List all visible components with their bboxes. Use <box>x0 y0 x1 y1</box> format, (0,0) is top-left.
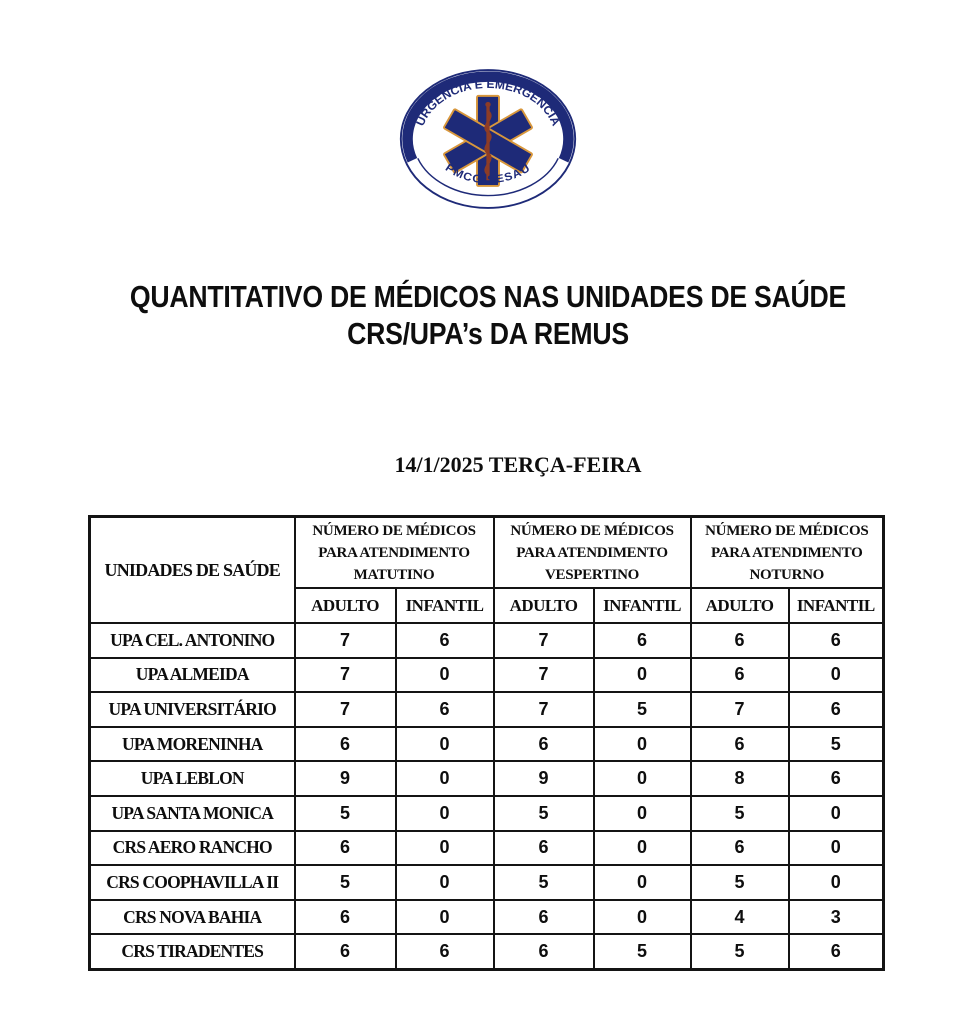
unit-cell: CRS TIRADENTES <box>90 934 295 969</box>
value-cell: 7 <box>295 623 396 658</box>
value-cell: 0 <box>594 658 691 693</box>
value-cell: 6 <box>494 900 594 935</box>
value-cell: 6 <box>396 934 494 969</box>
subheader-infantil: INFANTIL <box>789 588 884 623</box>
value-cell: 6 <box>295 727 396 762</box>
value-cell: 5 <box>494 865 594 900</box>
value-cell: 4 <box>691 900 789 935</box>
value-cell: 5 <box>789 727 884 762</box>
value-cell: 0 <box>594 900 691 935</box>
value-cell: 6 <box>295 934 396 969</box>
value-cell: 0 <box>789 796 884 831</box>
unit-cell: UPA MORENINHA <box>90 727 295 762</box>
table-group-header-row <box>90 517 884 589</box>
noturno-line3: NOTURNO <box>749 566 825 583</box>
value-cell: 9 <box>295 761 396 796</box>
value-cell: 0 <box>396 831 494 866</box>
value-cell: 0 <box>594 796 691 831</box>
table-row <box>90 865 884 900</box>
table-row <box>90 623 884 658</box>
page-title <box>68 278 907 352</box>
subheader-adulto: ADULTO <box>494 588 594 623</box>
unit-cell: UPA UNIVERSITÁRIO <box>90 692 295 727</box>
unit-cell: UPA SANTA MONICA <box>90 796 295 831</box>
page-title-line2: CRS/UPA’s DA REMUS <box>347 316 629 351</box>
column-header-vespertino <box>494 517 691 589</box>
vespertino-line2: PARA ATENDIMENTO <box>516 544 668 561</box>
vespertino-line3: VESPERTINO <box>545 566 639 583</box>
value-cell: 5 <box>594 934 691 969</box>
subheader-infantil: INFANTIL <box>594 588 691 623</box>
table-row <box>90 831 884 866</box>
value-cell: 5 <box>295 865 396 900</box>
table-row <box>90 934 884 969</box>
value-cell: 6 <box>691 727 789 762</box>
value-cell: 0 <box>396 865 494 900</box>
table-row <box>90 796 884 831</box>
column-header-matutino <box>295 517 494 589</box>
value-cell: 9 <box>494 761 594 796</box>
value-cell: 0 <box>396 727 494 762</box>
vespertino-line1: NÚMERO DE MÉDICOS <box>510 522 674 539</box>
unit-cell: UPA LEBLON <box>90 761 295 796</box>
page-title-line1: QUANTITATIVO DE MÉDICOS NAS UNIDADES DE SAÚDE <box>129 279 847 314</box>
subheader-adulto: ADULTO <box>691 588 789 623</box>
matutino-line2: PARA ATENDIMENTO <box>318 544 470 561</box>
matutino-line1: NÚMERO DE MÉDICOS <box>312 522 476 539</box>
value-cell: 0 <box>594 865 691 900</box>
value-cell: 6 <box>396 623 494 658</box>
value-cell: 0 <box>396 761 494 796</box>
value-cell: 8 <box>691 761 789 796</box>
value-cell: 5 <box>494 796 594 831</box>
value-cell: 6 <box>691 623 789 658</box>
unit-cell: UPA CEL. ANTONINO <box>90 623 295 658</box>
value-cell: 6 <box>691 658 789 693</box>
value-cell: 6 <box>789 623 884 658</box>
value-cell: 0 <box>789 831 884 866</box>
value-cell: 6 <box>789 934 884 969</box>
table-row <box>90 692 884 727</box>
table-row <box>90 761 884 796</box>
value-cell: 5 <box>691 796 789 831</box>
unit-cell: CRS COOPHAVILLA II <box>90 865 295 900</box>
value-cell: 7 <box>295 658 396 693</box>
value-cell: 7 <box>494 658 594 693</box>
unit-cell: CRS AERO RANCHO <box>90 831 295 866</box>
noturno-line1: NÚMERO DE MÉDICOS <box>705 522 869 539</box>
value-cell: 6 <box>295 831 396 866</box>
table-row <box>90 900 884 935</box>
matutino-line3: MATUTINO <box>353 566 435 583</box>
unit-cell: UPA ALMEIDA <box>90 658 295 693</box>
value-cell: 5 <box>594 692 691 727</box>
value-cell: 7 <box>494 692 594 727</box>
value-cell: 5 <box>691 865 789 900</box>
value-cell: 0 <box>396 900 494 935</box>
value-cell: 6 <box>295 900 396 935</box>
logo-arc-text-bottom: PMCG-SESAU <box>442 161 533 187</box>
value-cell: 6 <box>494 727 594 762</box>
table-row <box>90 727 884 762</box>
value-cell: 0 <box>396 796 494 831</box>
doctors-count-table <box>88 515 885 971</box>
pmcg-sesau-logo <box>397 66 579 212</box>
value-cell: 3 <box>789 900 884 935</box>
value-cell: 7 <box>295 692 396 727</box>
column-header-units: UNIDADES DE SAÚDE <box>90 517 295 624</box>
value-cell: 6 <box>494 934 594 969</box>
value-cell: 5 <box>295 796 396 831</box>
value-cell: 6 <box>594 623 691 658</box>
unit-cell: CRS NOVA BAHIA <box>90 900 295 935</box>
column-header-noturno <box>691 517 884 589</box>
value-cell: 6 <box>691 831 789 866</box>
value-cell: 7 <box>691 692 789 727</box>
value-cell: 0 <box>594 761 691 796</box>
subheader-adulto: ADULTO <box>295 588 396 623</box>
logo-arc-text-top: URGÊNCIA E EMERGÊNCIA <box>414 78 562 128</box>
value-cell: 6 <box>494 831 594 866</box>
value-cell: 0 <box>789 658 884 693</box>
value-cell: 0 <box>789 865 884 900</box>
table-row <box>90 658 884 693</box>
value-cell: 0 <box>594 831 691 866</box>
value-cell: 5 <box>691 934 789 969</box>
value-cell: 7 <box>494 623 594 658</box>
star-of-life-emblem <box>397 66 579 212</box>
subheader-infantil: INFANTIL <box>396 588 494 623</box>
value-cell: 0 <box>396 658 494 693</box>
noturno-line2: PARA ATENDIMENTO <box>711 544 863 561</box>
value-cell: 0 <box>594 727 691 762</box>
value-cell: 6 <box>396 692 494 727</box>
date-heading: 14/1/2025 TERÇA-FEIRA <box>394 452 642 477</box>
value-cell: 6 <box>789 692 884 727</box>
value-cell: 6 <box>789 761 884 796</box>
